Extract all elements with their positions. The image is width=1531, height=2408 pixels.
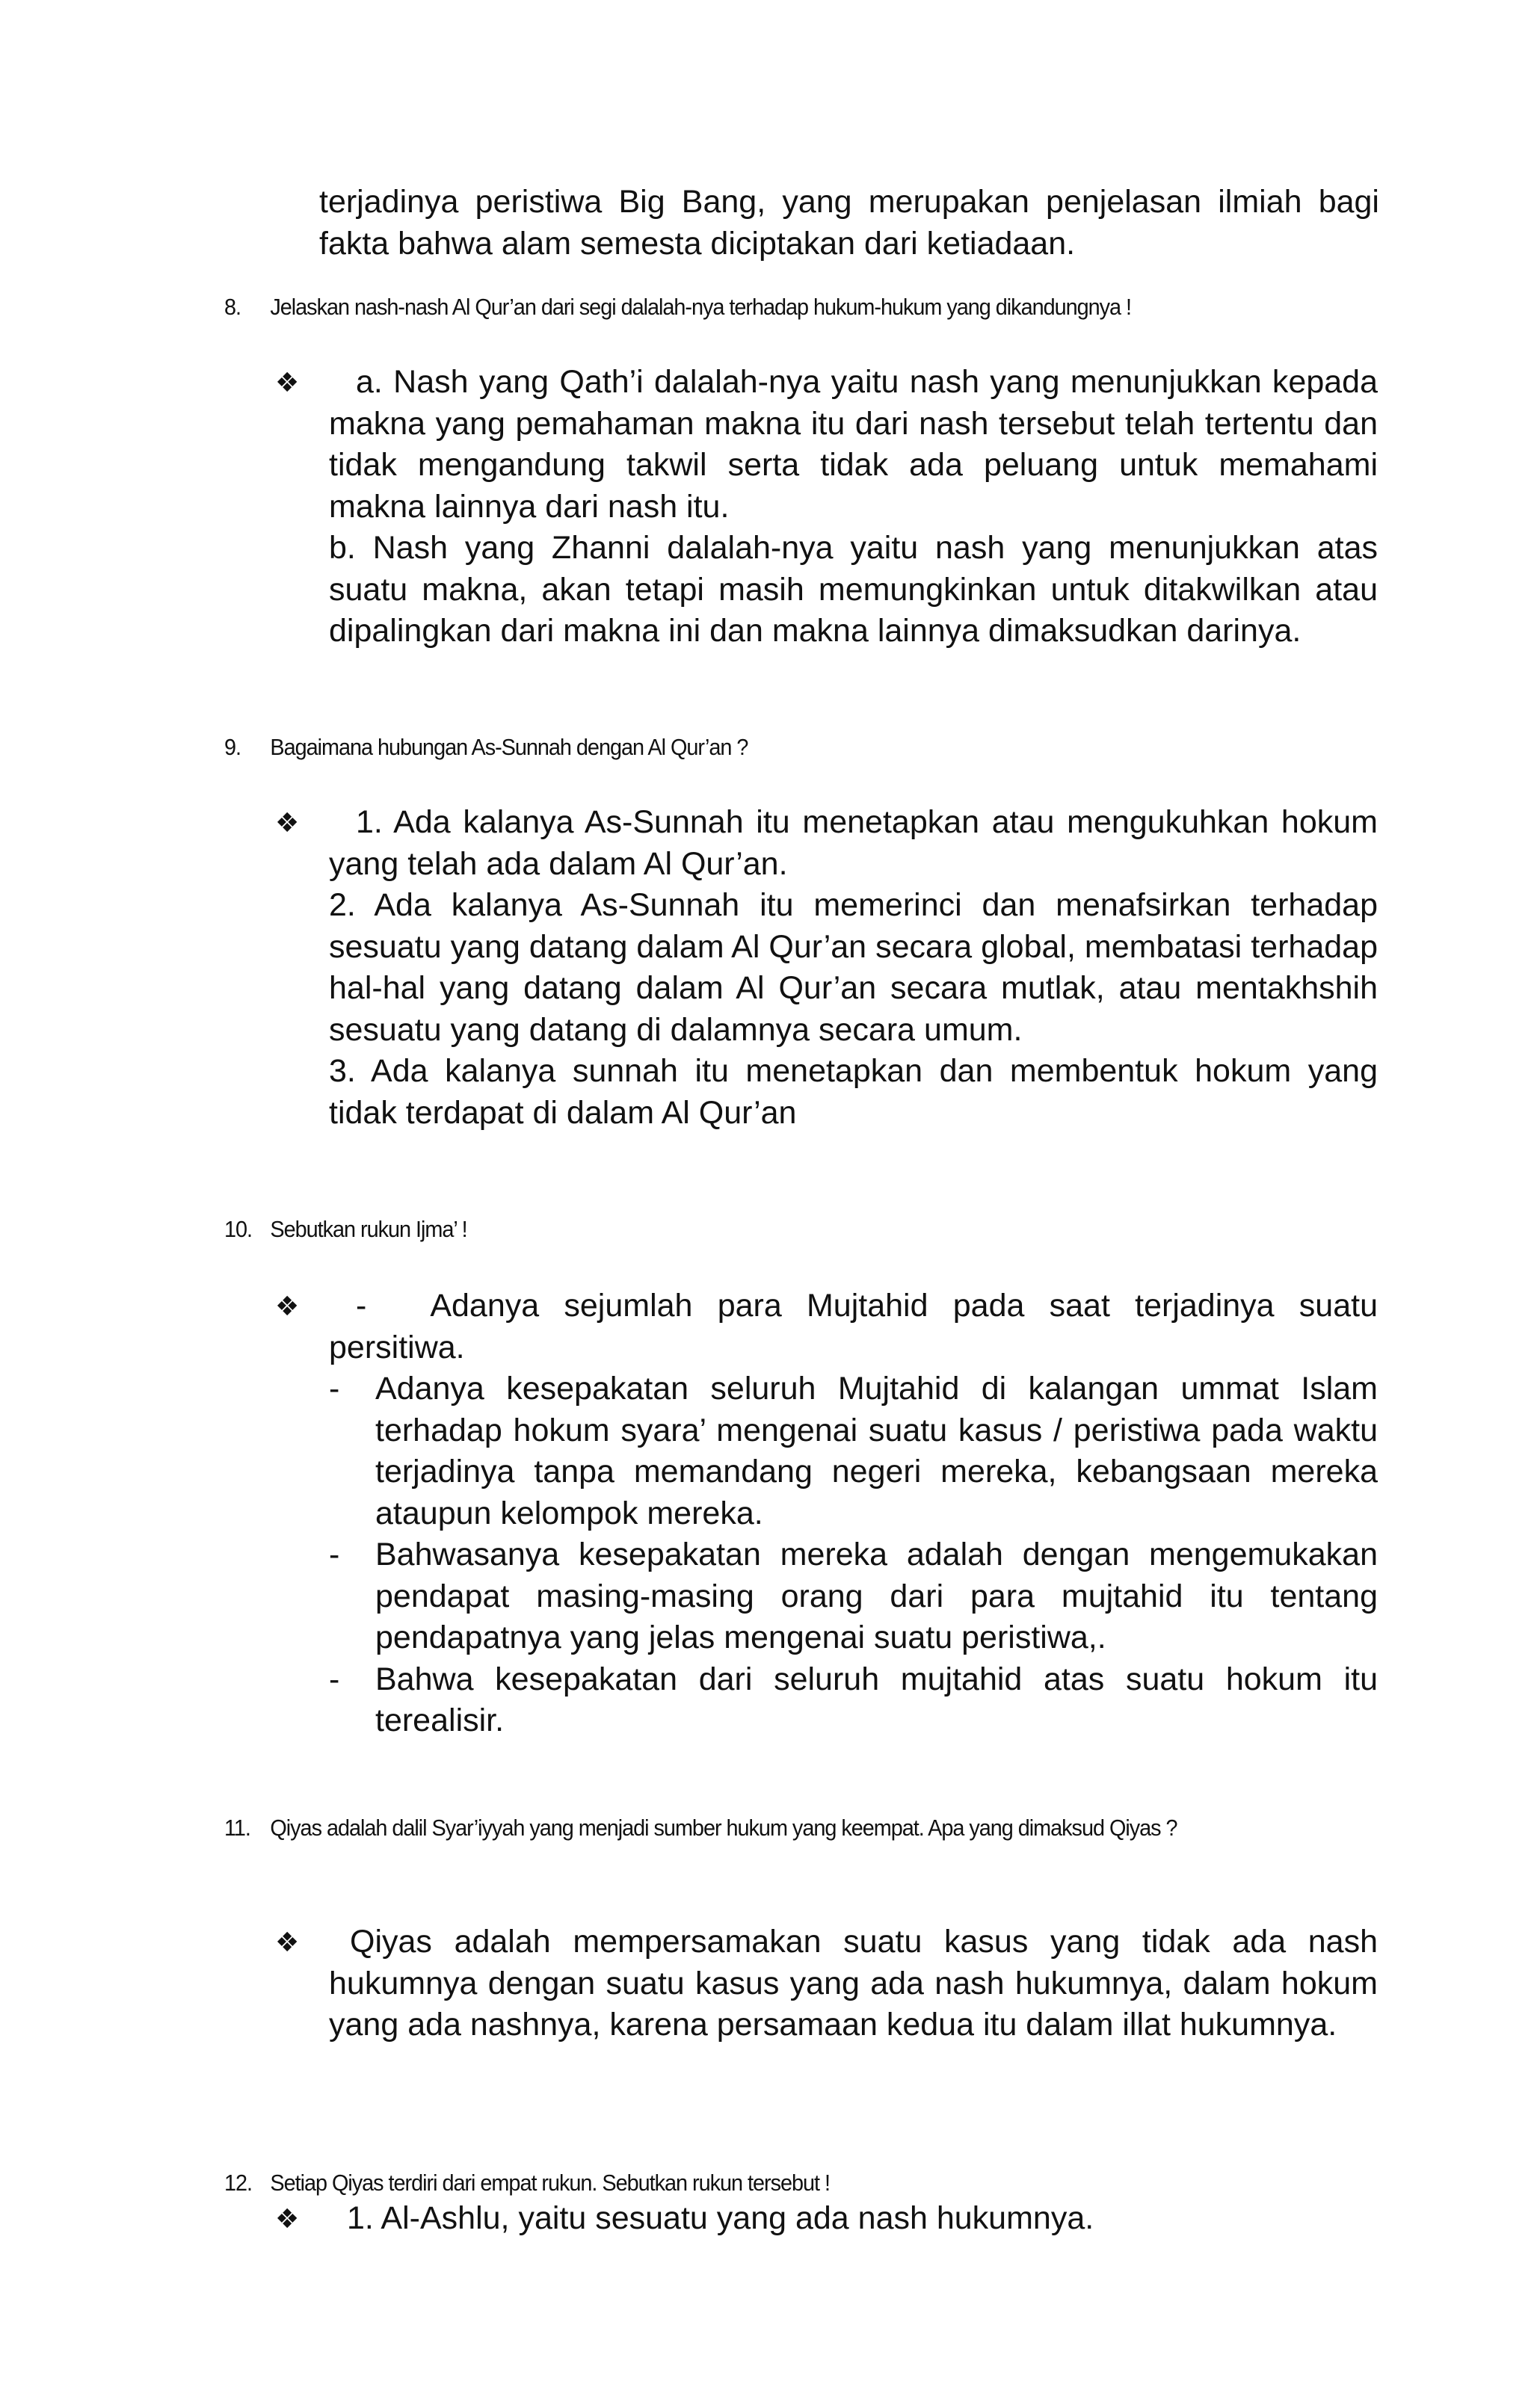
question-number: 11.: [224, 1815, 250, 1841]
question-12: [224, 2166, 1299, 2199]
answer-11: [275, 1921, 1378, 2046]
list-item: [329, 1659, 1378, 1742]
list-item-text: Bahwa kesepakatan dari seluruh mujtahid atas suatu hokum itu terealisir.: [375, 1661, 1378, 1738]
answer-item-a: a. Nash yang Qath’i dalalah-nya yaitu nash yang menunjukkan kepada makna yang pemahaman makna itu dari nash tersebut telah tertentu dan tidak mengandung takwil serta tidak ada peluang untuk memahami makna lainnya dari nash itu.: [329, 364, 1378, 525]
list-item: [329, 1368, 1378, 1534]
diamond-bullet-icon: ❖: [275, 807, 300, 838]
dash-list: [329, 1368, 1378, 1742]
question-number: 12.: [224, 2170, 253, 2196]
question-9: [224, 730, 1299, 764]
dash-marker: -: [329, 1537, 340, 1572]
question-number: 8.: [224, 294, 241, 320]
dash-marker: -: [329, 1661, 340, 1697]
diamond-bullet-icon: ❖: [275, 2203, 300, 2234]
answer-first-text: Adanya sejumlah para Mujtahid pada saat terjadinya suatu persitiwa.: [329, 1288, 1378, 1365]
answer-10: [275, 1285, 1378, 1742]
answer-item-3: 3. Ada kalanya sunnah itu menetapkan dan membentuk hokum yang tidak terdapat di dalam Al Qur’an: [329, 1053, 1378, 1131]
continuation-text: terjadinya peristiwa Big Bang, yang merupakan penjelasan ilmiah bagi fakta bahwa alam semesta diciptakan dari ketiadaan.: [319, 184, 1379, 262]
diamond-bullet-icon: ❖: [275, 1291, 300, 1321]
question-8: [224, 290, 1299, 324]
question-number: 9.: [224, 734, 241, 760]
question-text: Sebutkan rukun Ijma’ !: [270, 1216, 467, 1242]
list-item-text: Adanya kesepakatan seluruh Mujtahid di kalangan ummat Islam terhadap hokum syara’ mengenai suatu kasus / peristiwa pada waktu terjadinya tanpa memandang negeri mereka, kebangsaan mereka ataupun kelompok mereka.: [375, 1371, 1378, 1531]
answer-text: 1. Al-Ashlu, yaitu sesuatu yang ada nash hukumnya.: [347, 2200, 1094, 2236]
question-text: Bagaimana hubungan As-Sunnah dengan Al Qur’an ?: [270, 734, 748, 760]
answer-12: [275, 2198, 1378, 2240]
diamond-bullet-icon: ❖: [275, 1927, 300, 1957]
answer-item-2: 2. Ada kalanya As-Sunnah itu memerinci dan menafsirkan terhadap sesuatu yang datang dalam Al Qur’an secara global, membatasi terhadap hal-hal yang datang dalam Al Qur’an secara mutlak, atau mentakhshih sesuatu yang datang di dalamnya secara umum.: [329, 887, 1378, 1048]
question-text: Setiap Qiyas terdiri dari empat rukun. Sebutkan rukun tersebut !: [270, 2170, 830, 2196]
answer-text: Qiyas adalah mempersamakan suatu kasus yang tidak ada nash hukumnya dengan suatu kasus yang ada nash hukumnya, dalam hokum yang ada nashnya, karena persamaan kedua itu dalam illat hukumnya.: [329, 1924, 1378, 2043]
list-item-text: Bahwasanya kesepakatan mereka adalah dengan mengemukakan pendapat masing-masing orang dari para mujtahid itu tentang pendapatnya yang jelas mengenai suatu peristiwa,.: [375, 1537, 1378, 1655]
answer-first-item: [329, 1285, 1378, 1368]
list-item: [329, 1534, 1378, 1659]
diamond-bullet-icon: ❖: [275, 367, 300, 398]
question-10: [224, 1212, 1299, 1246]
question-text: Jelaskan nash-nash Al Qur’an dari segi dalalah-nya terhadap hukum-hukum yang dikandungnya !: [270, 294, 1132, 320]
answer-item-b: b. Nash yang Zhanni dalalah-nya yaitu nash yang menunjukkan atas suatu makna, akan tetapi masih memungkinkan untuk ditakwilkan atau dipalingkan dari makna ini dan makna lainnya dimaksudkan darinya.: [329, 530, 1378, 649]
answer-8: [275, 362, 1378, 652]
dash-marker: -: [329, 1371, 340, 1407]
answer-item-1: 1. Ada kalanya As-Sunnah itu menetapkan atau mengukuhkan hokum yang telah ada dalam Al Qur’an.: [329, 804, 1378, 882]
question-number: 10.: [224, 1216, 253, 1242]
answer-9: [275, 802, 1378, 1134]
dash-marker: -: [356, 1288, 367, 1324]
question-text: Qiyas adalah dalil Syar’iyyah yang menjadi sumber hukum yang keempat. Apa yang dimaksud Qiyas ?: [270, 1815, 1177, 1841]
continuation-paragraph: [319, 182, 1379, 265]
question-11: [224, 1811, 1299, 1844]
